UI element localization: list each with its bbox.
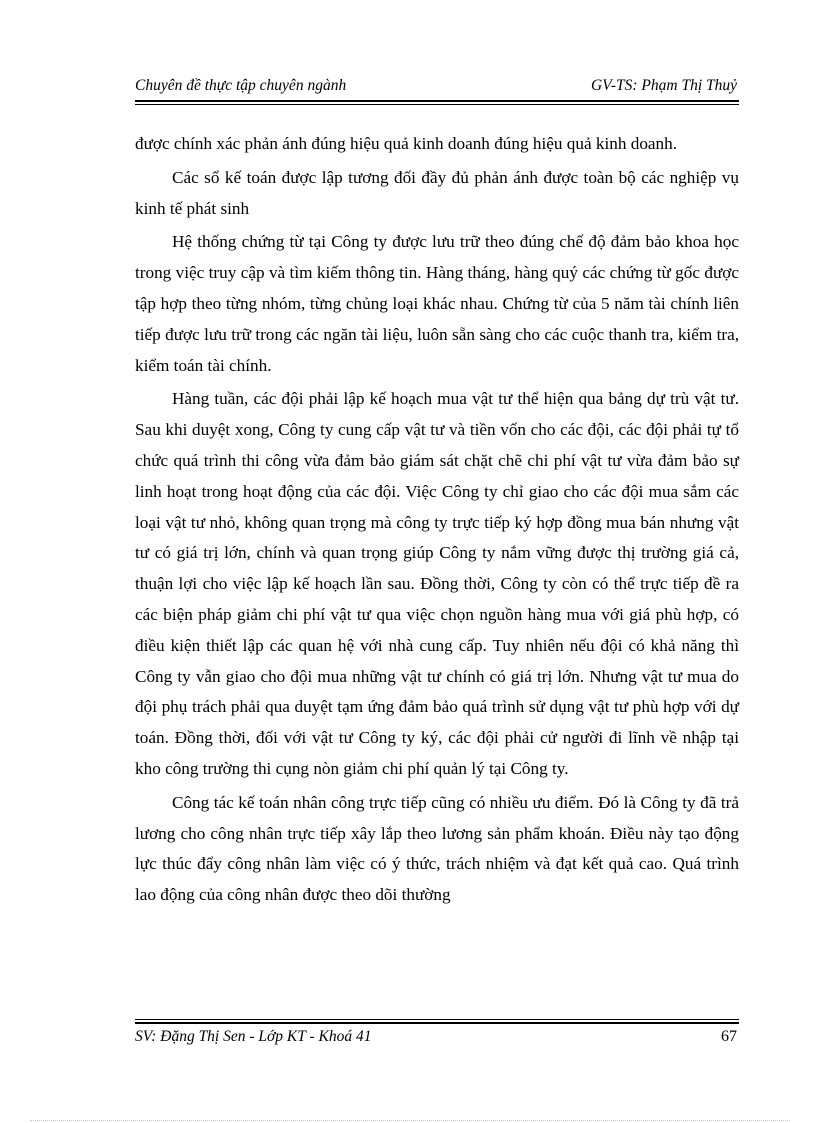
- paragraph-continuation: được chính xác phản ánh đúng hiệu quả kinh doanh đúng hiệu quả kinh doanh.: [135, 134, 678, 153]
- page-number: 67: [721, 1028, 737, 1045]
- page-footer: [135, 1026, 739, 1050]
- page-edge-divider: [30, 1120, 790, 1121]
- paragraph-labor-accounting: Công tác kế toán nhân công trực tiếp cũng có nhiều ưu điểm. Đó là Công ty đã trả lương cho công nhân trực tiếp xây lắp theo lương sản phẩm khoán. Điều này tạo động lực thúc đẩy công nhân làm việc có ý thức, trách nhiệm và đạt kết quả cao. Quá trình lao động của công nhân được theo dõi thường: [135, 792, 739, 905]
- paragraph-document-system: Hệ thống chứng từ tại Công ty được lưu trữ theo đúng chế độ đảm bảo khoa học trong việc truy cập và tìm kiếm thông tin. Hàng tháng, hàng quý các chứng từ gốc được tập hợp theo từng nhóm, từng chủng loại khác nhau. Chứng từ của 5 năm tài chính liên tiếp được lưu trữ trong các ngăn tài liệu, luôn sẵn sàng cho các cuộc thanh tra, kiểm tra, kiểm toán tài chính.: [135, 232, 739, 375]
- body-text: [135, 129, 739, 911]
- header-course-title: Chuyên đề thực tập chuyên ngành: [135, 77, 347, 94]
- header-rule-thick: [135, 100, 739, 102]
- page-header: [135, 76, 739, 100]
- header-rule-thin: [135, 104, 739, 105]
- header-supervisor: GV-TS: Phạm Thị Thuỷ: [591, 77, 737, 94]
- footer-rule-thin: [135, 1019, 739, 1020]
- paragraph-materials-purchasing: Hàng tuần, các đội phải lập kế hoạch mua vật tư thể hiện qua bảng dự trù vật tư. Sau khi duyệt xong, Công ty cung cấp vật tư và tiền vốn cho các đội, các đội phải tự tổ chức quá trình thi công vừa đảm bảo giám sát chặt chẽ chi phí vật tư vừa đảm bảo sự linh hoạt trong hoạt động của các đội. Việc Công ty chỉ giao cho các đội mua sắm các loại vật tư nhỏ, không quan trọng mà công ty trực tiếp ký hợp đồng mua bán nhưng vật tư có giá trị lớn, chính và quan trọng giúp Công ty nắm vững được thị trường giá cả, thuận lợi cho việc lập kế hoạch lần sau. Đồng thời, Công ty còn có thể trực tiếp đề ra các biện pháp giảm chi phí vật tư qua việc chọn nguồn hàng mua với giá phù hợp, có điều kiện thiết lập các quan hệ với nhà cung cấp. Tuy nhiên nếu đội có khả năng thì Công ty vẫn giao cho đội mua những vật tư chính có giá trị lớn. Nhưng vật tư mua do đội phụ trách phải qua duyệt tạm ứng đảm bảo quá trình sử dụng vật tư phù hợp với dự toán. Đồng thời, đối với vật tư Công ty ký, các đội phải cử người đi lĩnh về nhập tại kho công trường thi cụng nòn giảm chi phí quản lý tại Công ty.: [135, 389, 739, 778]
- footer-rule-thick: [135, 1022, 739, 1024]
- footer-student-info: SV: Đặng Thị Sen - Lớp KT - Khoá 41: [135, 1028, 372, 1045]
- paragraph-accounting-books: Các sổ kế toán được lập tương đối đầy đủ phản ánh được toàn bộ các nghiệp vụ kinh tế phát sinh: [135, 167, 739, 218]
